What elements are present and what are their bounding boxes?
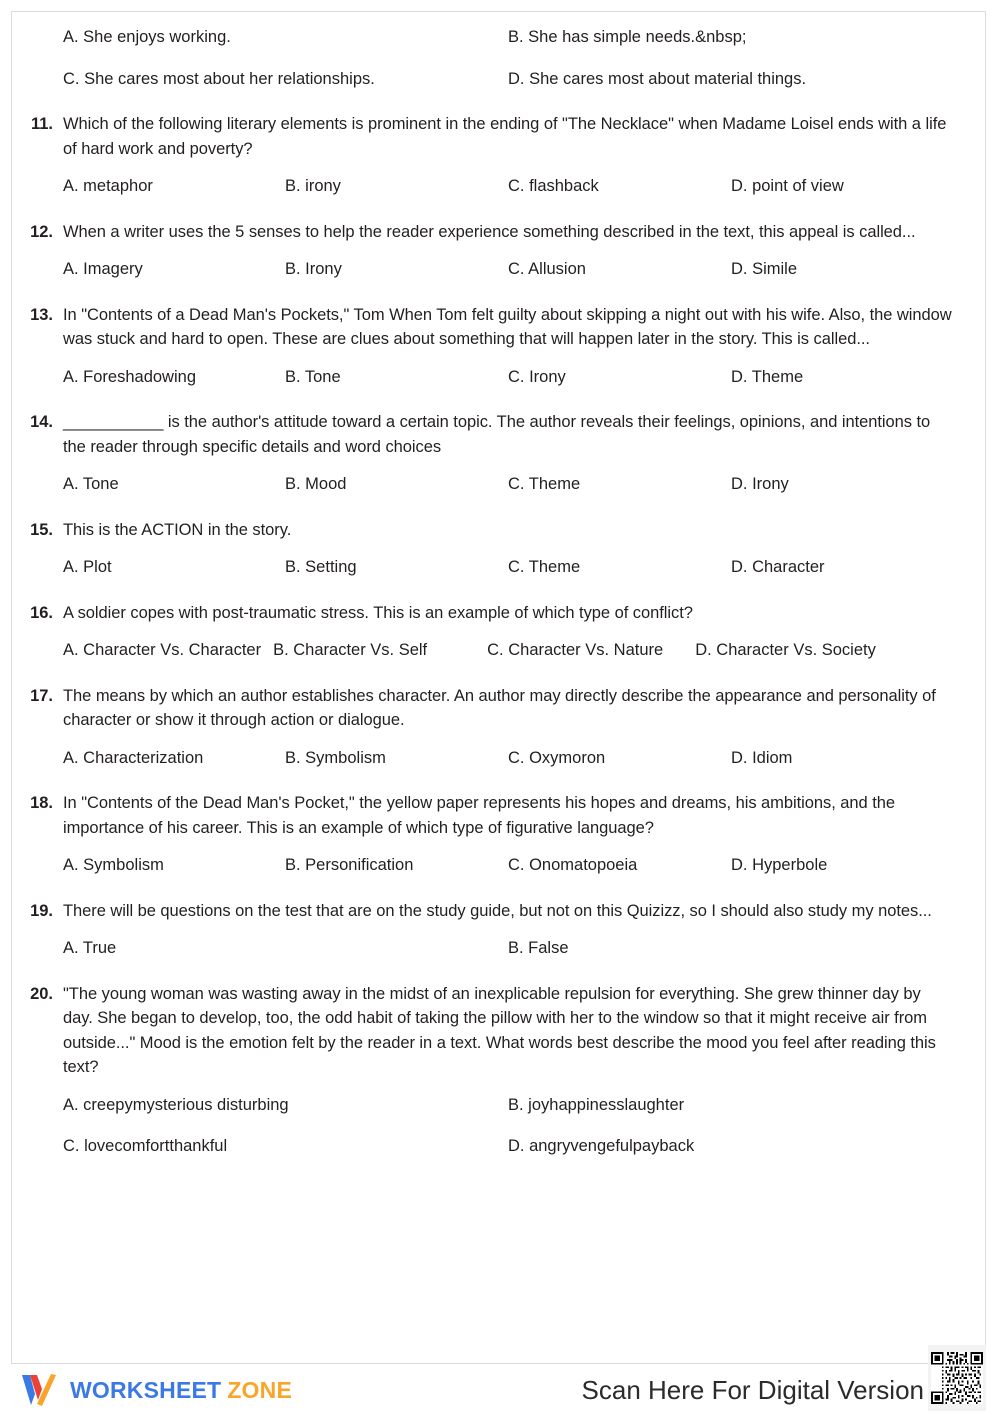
option-b[interactable]: B. Character Vs. Self [273,641,428,659]
question-group-continued [25,25,952,101]
answer-row [63,174,952,199]
brand-worksheet-text: WORKSHEET [70,1376,222,1403]
question-row [25,684,952,781]
question-group-14 [25,410,952,507]
option-d[interactable]: D. point of view [731,177,844,195]
question-number: 12. [30,222,53,241]
page-footer [0,1365,1000,1414]
option-a[interactable]: A. True [63,939,117,957]
answer-options [63,25,952,91]
question-number: 20. [30,984,53,1003]
question-number: 15. [30,520,53,539]
option-d[interactable]: D. Character Vs. Society [695,641,876,659]
question-group-15 [25,518,952,590]
question-row [25,982,952,1169]
question-text: This is the ACTION in the story. [63,520,292,539]
question-group-20 [25,982,952,1169]
answer-options [63,1093,952,1159]
option-a[interactable]: A. creepymysterious disturbing [63,1095,289,1114]
answer-row [63,365,952,390]
option-c[interactable]: C. flashback [508,177,599,195]
question-row [25,220,952,292]
option-b[interactable]: B. Setting [285,558,357,576]
answer-options [63,365,952,390]
option-b[interactable]: B. Symbolism [285,748,386,767]
answer-row [63,257,952,282]
answer-row [63,746,952,771]
option-a[interactable]: A. Tone [63,475,119,493]
option-a[interactable]: A. Imagery [63,260,143,278]
option-a[interactable]: A. She enjoys working. [63,28,231,46]
worksheet-zone-logo [18,1369,292,1411]
qr-code[interactable] [928,1345,986,1411]
brand-zone-text: ZONE [227,1376,293,1403]
question-group-18 [25,791,952,888]
option-a[interactable]: A. Character Vs. Character [63,641,262,659]
answer-row [63,472,952,497]
question-group-19 [25,899,952,971]
option-c[interactable]: C. Character Vs. Nature [487,641,664,659]
answer-row [63,936,952,961]
option-d[interactable]: D. Theme [731,367,804,386]
question-number: 11. [30,115,53,133]
question-text: The means by which an author establishes character. An author may directly describe the appearance and personality of character or show it through action or dialogue. [63,686,936,729]
option-b[interactable]: B. She has simple needs.&nbsp; [508,28,747,46]
option-a[interactable]: A. Plot [63,558,112,576]
answer-row [63,1093,952,1118]
question-number: 14. [30,413,53,431]
question-text: In "Contents of the Dead Man's Pocket," the yellow paper represents his hopes and dreams, his ambitions, and the importance of his career. This is an example of which type of figurative language? [63,794,895,837]
answer-row [63,853,952,878]
question-text: When a writer uses the 5 senses to help the reader experience something described in the text, this appeal is called... [63,222,916,241]
question-row [25,112,952,209]
option-d[interactable]: D. Hyperbole [731,856,828,874]
option-b[interactable]: B. False [508,939,569,957]
question-text: ___________ is the author's attitude toward a certain topic. The author reveals their feelings, opinions, and intentions to the reader through specific details and word choices [63,413,931,456]
answer-row [63,638,952,663]
option-d[interactable]: D. angryvengefulpayback [508,1137,695,1155]
logo-w-icon [18,1370,60,1410]
question-text: Which of the following literary elements is prominent in the ending of "The Necklace" when Madame Loisel ends with a life of hard work and poverty? [63,115,947,158]
question-text: There will be questions on the test that are on the study guide, but not on this Quizizz, so I should also study my notes... [63,901,932,920]
answer-options [63,257,952,282]
question-text: In "Contents of a Dead Man's Pockets," Tom When Tom felt guilty about skipping a night out with his wife. Also, the window was stuck and hard to open. These are clues about something that will happen later in the story. This is called... [63,305,952,348]
option-c[interactable]: C. Oxymoron [508,748,606,767]
option-d[interactable]: D. Character [731,558,825,576]
answer-options [63,638,952,663]
question-row [25,518,952,590]
question-text: A soldier copes with post-traumatic stress. This is an example of which type of conflict? [63,603,693,622]
question-row [25,899,952,971]
answer-options [63,853,952,878]
scan-here-label: Scan Here For Digital Version [581,1375,924,1405]
option-d[interactable]: D. She cares most about material things. [508,69,807,88]
option-b[interactable]: B. joyhappinesslaughter [508,1095,685,1114]
question-text: "The young woman was wasting away in the midst of an inexplicable repulsion for everything. She grew thinner day by day. She began to develop, too, the odd habit of taking the pillow with her to the window so that it might receive air from outside..." Mood is the emotion felt by the reader in a text. What words best describe the mood you feel after reading this text? [63,984,936,1076]
question-group-16 [25,601,952,673]
answer-options [63,936,952,961]
question-group-12 [25,220,952,292]
option-b[interactable]: B. Irony [285,260,342,278]
answer-options [63,555,952,580]
answer-row [63,25,952,50]
option-a[interactable]: A. Foreshadowing [63,367,196,386]
option-c[interactable]: C. Allusion [508,260,586,278]
question-number: 13. [30,305,53,324]
brand-name [70,1376,293,1403]
option-b[interactable]: B. irony [285,177,341,195]
question-number: 17. [30,686,53,705]
question-row [25,791,952,888]
option-d[interactable]: D. Irony [731,475,789,493]
option-c[interactable]: C. lovecomfortthankful [63,1137,228,1155]
question-group-11 [25,112,952,209]
question-number: 18. [30,794,53,812]
option-a[interactable]: A. metaphor [63,177,153,195]
answer-options [63,174,952,199]
answer-row [63,67,952,92]
answer-row [63,1134,952,1159]
question-row [25,601,952,673]
question-number: 19. [30,901,53,920]
answer-options [63,472,952,497]
option-c[interactable]: C. Onomatopoeia [508,856,638,874]
option-a[interactable]: A. Symbolism [63,856,164,874]
option-b[interactable]: B. Tone [285,367,341,386]
question-group-17 [25,684,952,781]
answer-options [63,746,952,771]
option-c[interactable]: C. Irony [508,367,566,386]
question-row [25,25,952,101]
option-d[interactable]: D. Simile [731,260,798,278]
answer-row [63,555,952,580]
questions-container [11,11,986,1175]
option-b[interactable]: B. Personification [285,856,414,874]
question-row [25,410,952,507]
option-d[interactable]: D. Idiom [731,748,793,767]
option-a[interactable]: A. Characterization [63,748,204,767]
question-group-13 [25,303,952,400]
option-c[interactable]: C. Theme [508,475,581,493]
option-b[interactable]: B. Mood [285,475,347,493]
option-c[interactable]: C. She cares most about her relationships. [63,69,375,88]
question-number: 16. [30,603,53,622]
question-row [25,303,952,400]
option-c[interactable]: C. Theme [508,558,581,576]
